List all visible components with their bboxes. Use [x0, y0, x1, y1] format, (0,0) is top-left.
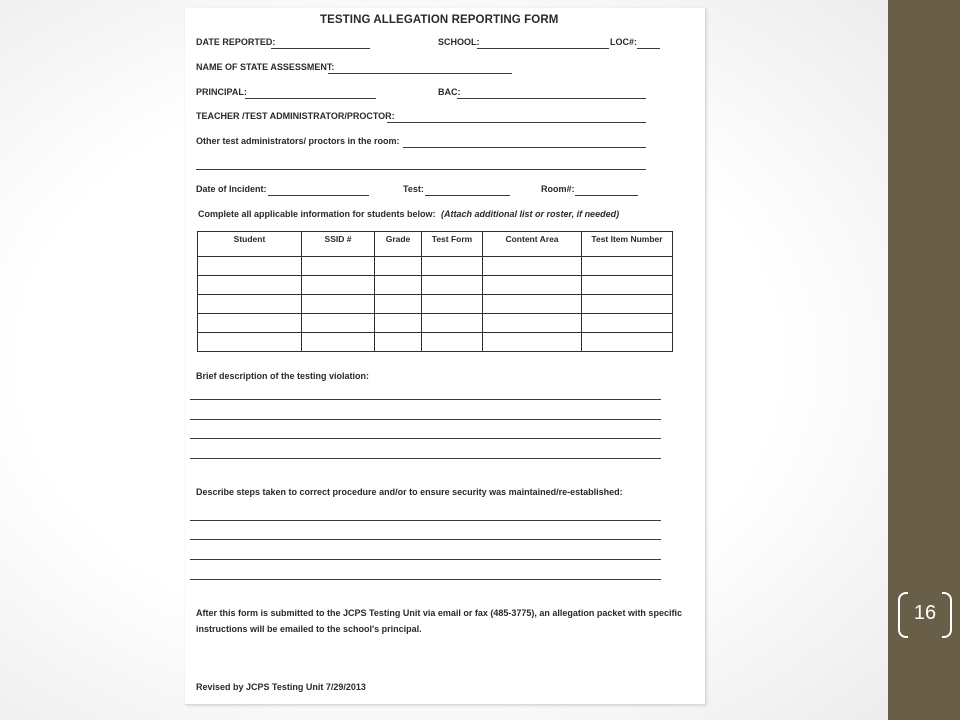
table-cell[interactable] [422, 257, 483, 276]
loc-line[interactable] [637, 48, 660, 49]
violation-line-3[interactable] [190, 438, 661, 439]
form-title: TESTING ALLEGATION REPORTING FORM [320, 14, 559, 26]
table-cell[interactable] [375, 333, 422, 352]
bac-label: BAC: [438, 87, 461, 97]
violation-line-1[interactable] [190, 399, 661, 400]
table-cell[interactable] [422, 295, 483, 314]
date-reported-line[interactable] [271, 48, 370, 49]
assessment-label: NAME OF STATE ASSESSMENT: [196, 62, 335, 72]
violation-line-4[interactable] [190, 458, 661, 459]
table-cell[interactable] [375, 276, 422, 295]
col-header-content-area: Content Area [483, 232, 582, 257]
room-label: Room#: [541, 184, 575, 194]
steps-line-1[interactable] [190, 520, 661, 521]
school-label: SCHOOL: [438, 37, 480, 47]
school-line[interactable] [477, 48, 609, 49]
steps-line-3[interactable] [190, 559, 661, 560]
table-cell[interactable] [198, 333, 302, 352]
date-incident-line[interactable] [268, 195, 369, 196]
table-cell[interactable] [483, 333, 582, 352]
table-cell[interactable] [483, 276, 582, 295]
principal-line[interactable] [245, 98, 376, 99]
table-cell[interactable] [582, 276, 673, 295]
table-cell[interactable] [198, 314, 302, 333]
date-reported-label: DATE REPORTED: [196, 37, 276, 47]
steps-line-2[interactable] [190, 539, 661, 540]
table-cell[interactable] [375, 314, 422, 333]
table-header-row [198, 232, 673, 257]
table-cell[interactable] [302, 257, 375, 276]
loc-label: LOC#: [610, 37, 637, 47]
others-label: Other test administrators/ proctors in the room: [196, 136, 400, 146]
teacher-line[interactable] [387, 122, 646, 123]
table-cell[interactable] [198, 257, 302, 276]
revised-note: Revised by JCPS Testing Unit 7/29/2013 [196, 682, 366, 692]
col-header-test-item-number: Test Item Number [582, 232, 673, 257]
table-cell[interactable] [422, 314, 483, 333]
steps-label: Describe steps taken to correct procedure and/or to ensure security was maintained/re-established: [196, 487, 623, 497]
others-line-2[interactable] [196, 169, 646, 170]
principal-label: PRINCIPAL: [196, 87, 247, 97]
violation-line-2[interactable] [190, 419, 661, 420]
students-heading [198, 209, 619, 219]
others-line[interactable] [403, 147, 646, 148]
slide-number: 16 [913, 602, 937, 624]
assessment-line[interactable] [328, 73, 512, 74]
table-cell[interactable] [375, 257, 422, 276]
table-cell[interactable] [582, 295, 673, 314]
table-cell[interactable] [483, 314, 582, 333]
date-incident-label: Date of Incident: [196, 184, 267, 194]
table-cell[interactable] [375, 295, 422, 314]
steps-line-4[interactable] [190, 579, 661, 580]
table-row [198, 295, 673, 314]
test-line[interactable] [425, 195, 510, 196]
table-row [198, 333, 673, 352]
bac-line[interactable] [457, 98, 646, 99]
students-heading-text: Complete all applicable information for students below: [198, 209, 436, 219]
table-cell[interactable] [302, 276, 375, 295]
footer-note: After this form is submitted to the JCPS Testing Unit via email or fax (485-3775), an allegation packet with specific instructions will be emailed to the school's principal. [196, 608, 682, 634]
col-header-grade: Grade [375, 232, 422, 257]
test-label: Test: [403, 184, 424, 194]
table-cell[interactable] [582, 333, 673, 352]
table-cell[interactable] [198, 295, 302, 314]
room-line[interactable] [575, 195, 638, 196]
table-cell[interactable] [582, 257, 673, 276]
table-row [198, 257, 673, 276]
students-heading-note: (Attach additional list or roster, if needed) [441, 209, 620, 219]
teacher-label: TEACHER /TEST ADMINISTRATOR/PROCTOR: [196, 111, 395, 121]
table-cell[interactable] [302, 314, 375, 333]
table-cell[interactable] [302, 333, 375, 352]
allegation-form-page [185, 8, 706, 705]
table-cell[interactable] [483, 257, 582, 276]
col-header-student: Student [198, 232, 302, 257]
table-cell[interactable] [422, 276, 483, 295]
violation-label: Brief description of the testing violation: [196, 371, 370, 381]
table-row [198, 276, 673, 295]
table-cell[interactable] [422, 333, 483, 352]
table-cell[interactable] [302, 295, 375, 314]
col-header-test-form: Test Form [422, 232, 483, 257]
table-cell[interactable] [198, 276, 302, 295]
table-row [198, 314, 673, 333]
table-cell[interactable] [582, 314, 673, 333]
students-table [197, 231, 673, 352]
slide-number-badge [898, 592, 952, 634]
col-header-ssid: SSID # [302, 232, 375, 257]
table-cell[interactable] [483, 295, 582, 314]
